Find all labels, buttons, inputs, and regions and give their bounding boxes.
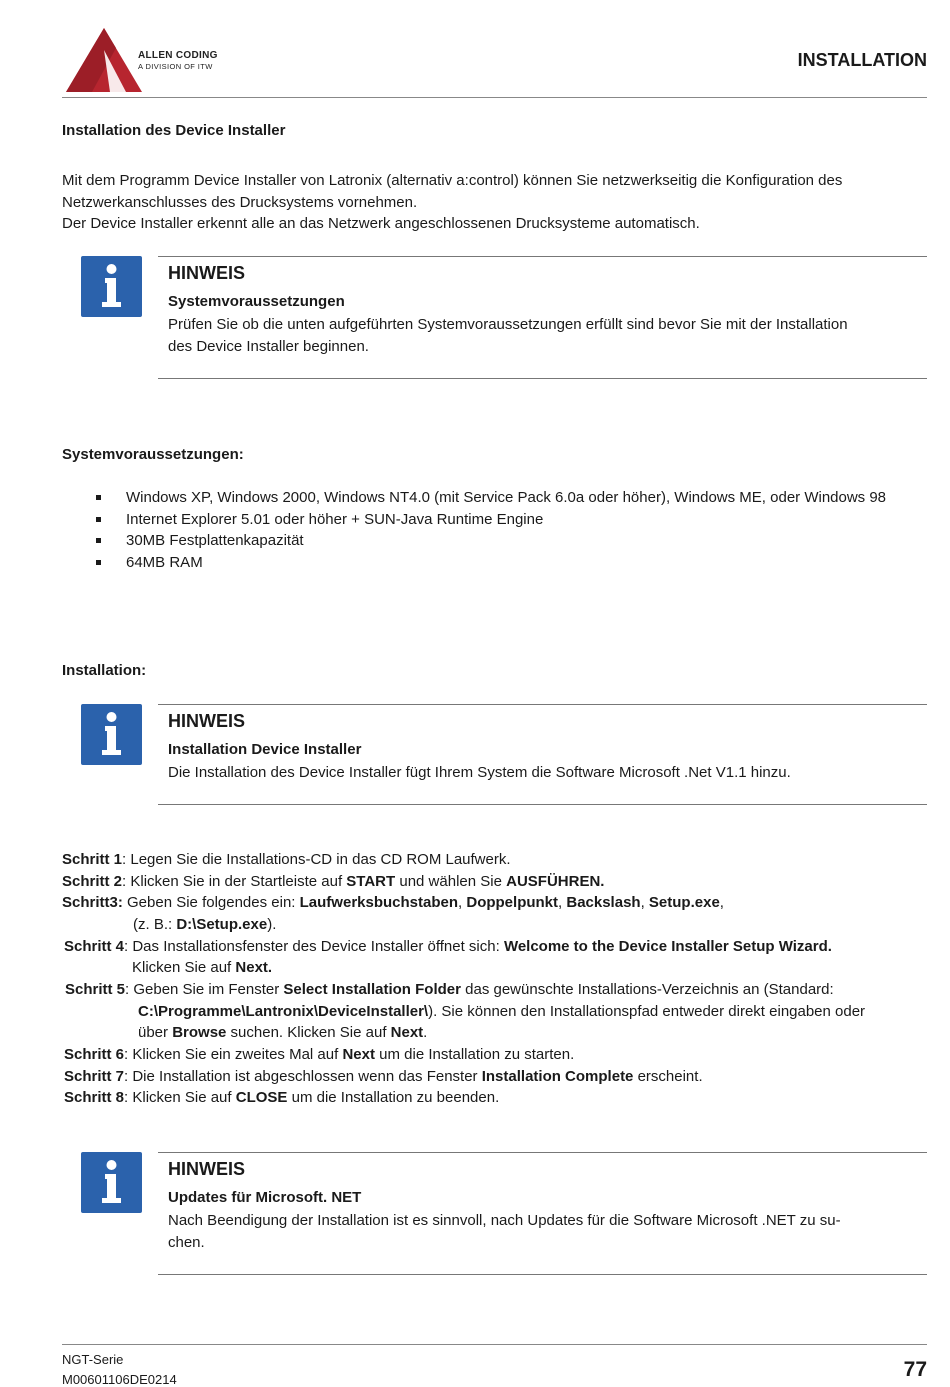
step-3: Schritt3: Geben Sie folgendes ein: Laufwerksbuchstaben, Doppelpunkt, Backslash, Setup.exe,: [62, 894, 724, 911]
step-4-continued: Klicken Sie auf Next.: [132, 959, 273, 976]
intro-line: Der Device Installer erkennt alle an das Netzwerk angeschlossenen Drucksysteme automatisch.: [62, 215, 700, 233]
note-line-text: Prüfen Sie ob die unten aufgeführten Systemvoraussetzungen erfüllt sind bevor Sie mit der Installation: [168, 316, 848, 333]
step-7: Schritt 7: Die Installation ist abgeschlossen wenn das Fenster Installation Complete erscheint.: [64, 1068, 703, 1085]
section-title: INSTALLATION: [797, 50, 927, 70]
info-icon: [81, 1152, 142, 1213]
note-subtitle: Systemvoraussetzungen: [168, 293, 345, 310]
note-line-text: des Device Installer beginnen.: [168, 338, 369, 355]
note-body: [168, 1210, 910, 1254]
logo-name: ALLEN CODING: [138, 50, 218, 61]
list-item: 30MB Festplattenkapazität: [94, 530, 930, 552]
note-line-text: Die Installation des Device Installer fügt Ihrem System die Software Microsoft .Net V1.1 hinzu.: [168, 764, 791, 781]
footer-series: NGT-Serie: [62, 1352, 124, 1367]
info-icon: [81, 704, 142, 765]
intro-heading: Installation des Device Installer: [62, 122, 286, 139]
intro-line: Mit dem Programm Device Installer von Latronix (alternativ a:control) können Sie netzwerkseitig die Konfiguration des: [62, 172, 843, 189]
step-5-path: C:\Programme\Lantronix\DeviceInstaller\). Sie können den Installationspfad entweder direkt eingaben oder: [138, 1003, 866, 1020]
step-3-example: (z. B.: D:\Setup.exe).: [133, 916, 277, 933]
step-1: Schritt 1: Legen Sie die Installations-CD in das CD ROM Laufwerk.: [62, 851, 511, 868]
intro-paragraph: [62, 170, 932, 235]
list-item: 64MB RAM: [94, 552, 930, 574]
note-title: HINWEIS: [168, 711, 246, 731]
intro-line: Netzwerkanschlusses des Drucksystems vornehmen.: [62, 193, 418, 211]
note-title: HINWEIS: [168, 263, 246, 283]
installation-heading: Installation:: [62, 662, 147, 679]
note-subtitle: Updates für Microsoft. NET: [168, 1189, 362, 1206]
note-top-divider: [158, 256, 927, 257]
step-2: Schritt 2: Klicken Sie in der Startleiste auf START und wählen Sie AUSFÜHREN.: [62, 873, 605, 890]
logo-tagline: A DIVISION OF ITW: [138, 62, 213, 71]
step-6: Schritt 6: Klicken Sie ein zweites Mal auf Next um die Installation zu starten.: [64, 1046, 575, 1063]
note-top-divider: [158, 704, 927, 705]
note-line-text: chen.: [168, 1234, 205, 1251]
requirements-heading: Systemvoraussetzungen:: [62, 446, 244, 463]
note-top-divider: [158, 1152, 927, 1153]
note-title: HINWEIS: [168, 1159, 246, 1179]
logo-triangle-icon: [66, 28, 146, 94]
note-body: [168, 314, 910, 358]
step-4: Schritt 4: Das Installationsfenster des Device Installer öffnet sich: Welcome to the Device Installer Setup Wizard.: [64, 938, 832, 955]
note-bottom-divider: [158, 378, 927, 379]
page-number: 77: [903, 1358, 927, 1381]
allen-coding-logo: [66, 28, 226, 94]
step-5: Schritt 5: Geben Sie im Fenster Select Installation Folder das gewünschte Installations-Verzeichnis an (Standard:: [65, 981, 834, 998]
note-bottom-divider: [158, 1274, 927, 1275]
requirements-list: [94, 487, 930, 574]
list-item: Internet Explorer 5.01 oder höher + SUN-Java Runtime Engine: [94, 509, 930, 531]
list-item: Windows XP, Windows 2000, Windows NT4.0 (mit Service Pack 6.0a oder höher), Windows ME, oder Windows 98: [94, 487, 930, 509]
step-8: Schritt 8: Klicken Sie auf CLOSE um die Installation zu beenden.: [64, 1089, 500, 1106]
note-subtitle: Installation Device Installer: [168, 741, 362, 758]
footer-divider: [62, 1344, 927, 1345]
note-body: [168, 762, 910, 784]
header-divider: [62, 97, 927, 98]
note-bottom-divider: [158, 804, 927, 805]
info-icon: [81, 256, 142, 317]
note-line-text: Nach Beendigung der Installation ist es sinnvoll, nach Updates für die Software Microsoft .NET zu su-: [168, 1212, 841, 1229]
step-5-continued: über Browse suchen. Klicken Sie auf Next.: [138, 1024, 428, 1041]
footer-doc-number: M00601106DE0214: [62, 1372, 177, 1387]
